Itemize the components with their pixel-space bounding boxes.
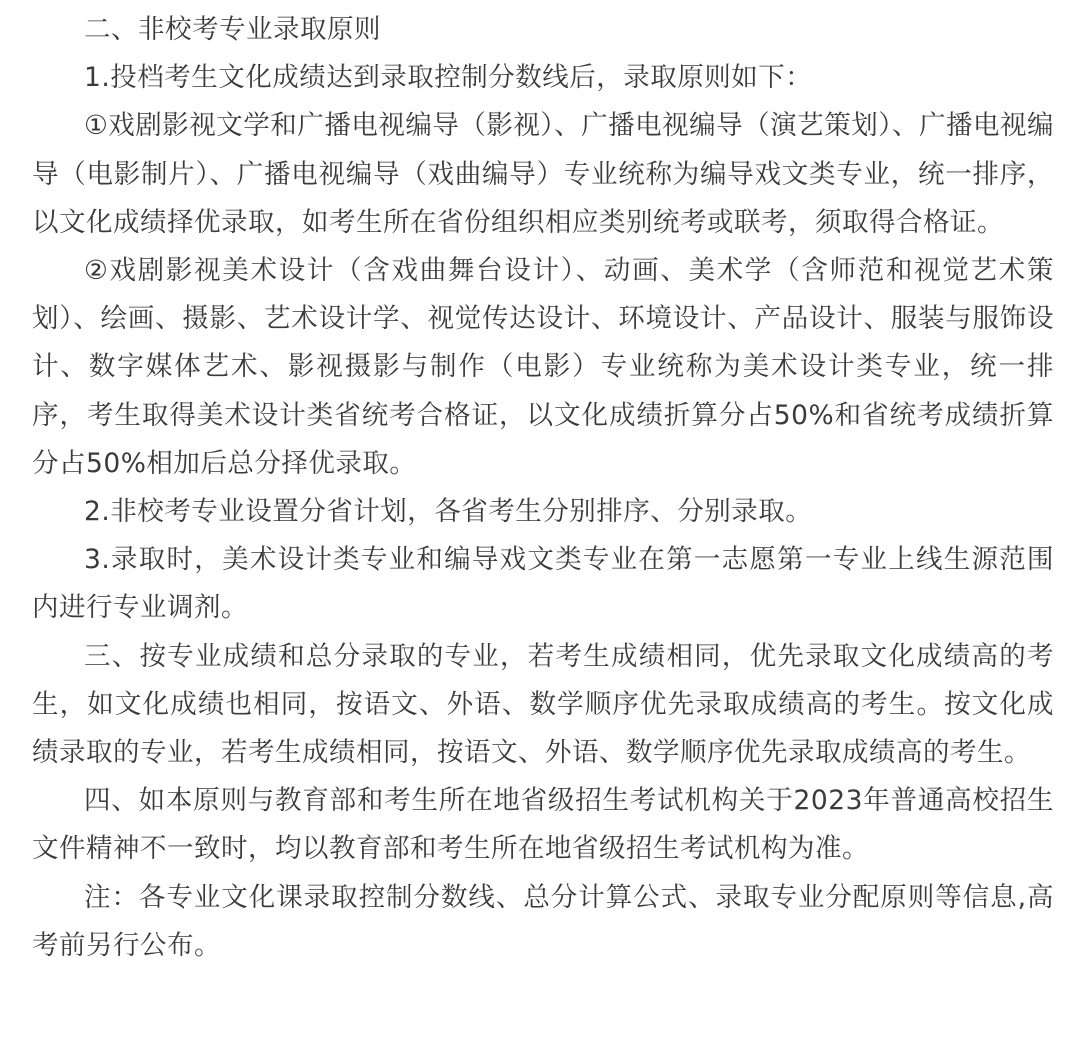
paragraph-rule-3: 3.录取时，美术设计类专业和编导戏文类专业在第一志愿第一专业上线生源范围内进行专业调剂。 — [32, 544, 1054, 624]
paragraph-rule-1-item-2: ②戏剧影视美术设计（含戏曲舞台设计）、动画、美术学（含师范和视觉艺术策划）、绘画、摄影、艺术设计学、视觉传达设计、环境设计、产品设计、服装与服饰设计、数字媒体艺术、影视摄影与制作（电影）专业统称为美术设计类专业，统一排序，考生取得美术设计类省统考合格证，以文化成绩折算分占50%和省统考成绩折算分占50%相加后总分择优录取。 — [32, 255, 1054, 479]
paragraph-rule-1-item-1: ①戏剧影视文学和广播电视编导（影视）、广播电视编导（演艺策划）、广播电视编导（电影制片）、广播电视编导（戏曲编导）专业统称为编导戏文类专业，统一排序，以文化成绩择优录取，如考生所在省份组织相应类别统考或联考，须取得合格证。 — [32, 110, 1054, 238]
section-four-precedence: 四、如本原则与教育部和考生所在地省级招生考试机构关于2023年普通高校招生文件精神不一致时，均以教育部和考生所在地省级招生考试机构为准。 — [32, 785, 1054, 865]
paragraph-rule-2: 2.非校考专业设置分省计划，各省考生分别排序、分别录取。 — [84, 496, 813, 528]
section-heading-non-school-exam: 二、非校考专业录取原则 — [84, 14, 381, 45]
section-three-tie-break: 三、按专业成绩和总分录取的专业，若考生成绩相同，优先录取文化成绩高的考生，如文化成绩也相同，按语文、外语、数学顺序优先录取成绩高的考生。按文化成绩录取的专业，若考生成绩相同，按语文、外语、数学顺序优先录取成绩高的考生。 — [32, 640, 1054, 769]
document-body — [32, 6, 1054, 970]
paragraph-rule-1: 1.投档考生文化成绩达到录取控制分数线后，录取原则如下： — [84, 62, 813, 94]
note-paragraph: 注：各专业文化课录取控制分数线、总分计算公式、录取专业分配原则等信息,高考前另行公布。 — [32, 881, 1054, 961]
